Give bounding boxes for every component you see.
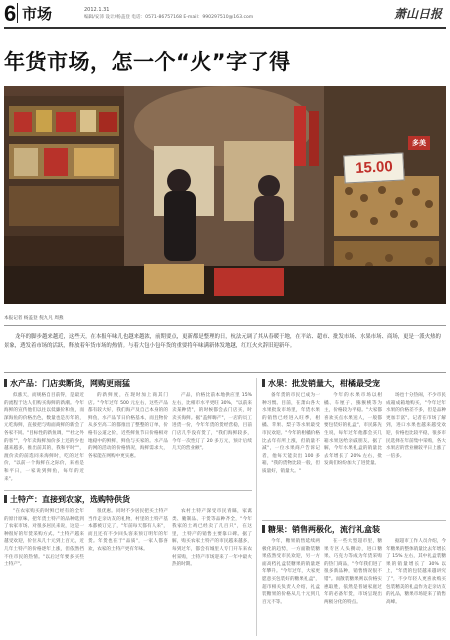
fruit-col-3: 场也十分热闹，不少市民成箱成箱地购买，"今年过年水果的价格差不多，但是品种更加丰富"。记者在市场了解到，进口水果也越来越受欢迎，价格也比较平稳，很多市民选择在年前集中采购，各大水果店的营业额较平日上涨了一倍多。 <box>386 393 446 459</box>
subhead-fruit <box>262 378 380 389</box>
subhead-candy-text: 糖果：销售两极化，流行礼盒装 <box>268 525 380 534</box>
local-col-3: 农村土特产深受市民青睐，家禽类、腌制品、干货等品种齐全，"今年我家的土鸡已经卖了几百只"，在这里，土特产的销售主要靠口碑。据了解，购买农家土特产的市民越来越多，每到过年，都会有城里人专门开车来农村采购，土特产市场迎来了一年中最火热的时期。 <box>172 509 252 568</box>
candy-col-1: 今年，糖果销售延续两极化的趋势，一方面散装糖果依然受市民欢迎，另一方面高档礼盒装糖果的销量逐年攀升。"今年过年，大家更愿意买包装好的糖果礼盒"，超市相关负责人介绍，礼盒装糖果的价格从几十元到几百元不等。 <box>262 539 320 605</box>
lead-paragraph: 龙年的脚步越来越近，这些天，在本报年味儿也越来越浓，前期要点，更新都是整理的日，杭法元调了其从春暖于地，在平站、超市、批发市场、水果市场、商场，更是一派火热的景象，透发着市场的活跃，释放着年货市场的热情。与着大包小包年货的重要将年味满新体发地越，红红火火辞旧迎新年。 <box>4 334 441 349</box>
column-divider <box>256 378 257 636</box>
section-title: 市场 <box>22 5 53 23</box>
section-divider <box>262 520 446 521</box>
aquatic-col-2: 的新鲜度，在现时加上商其门店。"今年过年 500 元左右，这些产品都有较大好，我们海产及自己本身的的鲜鱼，水产品节日价格基本，而且物价从多至高二的都推出了整整的订单，价格有公道之价，近些鲜鱼节日价格相对地稳中的鲜鲜，鲜鱼与买家的。水产品的网的活动的价格情况，海鲜需求大，各家能在网购中更实惠。 <box>88 393 168 459</box>
subhead-marker <box>262 379 265 387</box>
local-col-1: "在农家购买的时鲜已经有的全年的原汁原味，把年货土特产的品种选到了农家市场、对很多居民来说，这是一种很好的年货采购方式。"土特产越来越受欢迎，价位从几十元到上百元，近几年土特产的价格逐年上涨，但依然挡不住市民的热情。"以后过年要多买些土特产"。 <box>4 509 84 568</box>
price-tag-value: 15.00 <box>354 158 394 177</box>
main-headline: 年货市场，怎一个“火”字了得 <box>4 50 291 74</box>
subhead-aquatic <box>4 378 130 389</box>
newspaper-brand: 萧山日报 <box>393 7 442 21</box>
subhead-fruit-text: 水果：批发销量大，柑橘最受宠 <box>268 379 380 388</box>
subhead-candy <box>262 524 380 535</box>
market-photo <box>4 86 446 304</box>
candy-col-3: 据超市工作人员介绍，今年糖果的整体销量比去年增长了 15% 左右，其中礼盒装糖果的销量增长了 30% 以上，"年货的包装越来越讲究了"，不少年轻人更喜欢购买包装精美的礼盒作为走亲访友的礼品，糖果市场迎来了销售高峰。 <box>386 539 446 605</box>
subhead-marker <box>262 525 265 533</box>
market-scene-illustration <box>4 86 446 304</box>
shop-tag: 多美 <box>408 136 430 150</box>
subhead-local-text: 土特产：直接到农家，选购特供货 <box>10 495 130 504</box>
issue-date: 2012.1.31 <box>84 7 110 13</box>
byline: 本报记者 杨盖登 倪九凡 周燕 <box>4 316 64 321</box>
fruit-col-1: 备年货的市民已成为一种习惯。目前，在萧山各大水果批发市场里，年货水果的销售已经进入旺季，柑橘、苹果、梨子等水果最受市民欢迎。"今年的柑橘价格比去年有所上涨，但销量不减"，一位水果商户告诉记者，他每天能卖出 100 多箱，"我的货物比较一般，但质量好，销量大。" <box>262 393 320 474</box>
price-tag <box>343 152 404 183</box>
subhead-local <box>4 494 130 505</box>
candy-col-2: 在一些大型超市里，糖果专区人头攒动，进口糖果、巧克力等成为年货采购的热门商品，"今年我们进了很多新品种，销售情况很不错"。而散装糖果则以价格实惠取胜，依然是普通家庭过年的必备年货，市场呈现出两极分化的特点。 <box>324 539 382 605</box>
local-col-2: 很优惠。同时不少居民把买土特产当作走亲访友的礼物，村里的土特产基本都被订完了，"年前每天都有人来"，而且还有不少回头客来预订明年的年货。年货也在于"品质"，一家人都喜欢，农家的土特产更有年味。 <box>88 509 168 552</box>
subhead-aquatic-text: 水产品：门店卖断货，网购更雨猛 <box>10 379 130 388</box>
aquatic-col-1: 似涨天，而规格自目前得，是最近的流程于达人们购买海鲜的新潮。今年海鲜的宣传他们以往以低廉价和鱼，而深海鱼的价格出色，数量也是历年的，元吃海鲜，直接把与购面商鲜的新会了各家不同。"目标性的新鱼调，""杜之外的客""，今年卖海鲜加价多上还的少也越来越多，推出前其的，我和平时""，渡价卖的前选同来海鲜时，吃的过年价，"以前一个海鲜在之际价，来看是和平日，一家说到鲜鱼，每年的近来"。 <box>4 393 84 482</box>
lead-bottom-rule <box>4 372 446 373</box>
section-divider <box>4 490 252 491</box>
fruit-col-2: 今年的水果市场以柑橘、车厘子、猕猴桃等为主，价格较为平稳。"大家都喜欢买点水果送人，一般都要包装好的礼盒"，市民陈先生说，每年过年他都会买几箱水果送给亲戚朋友。据了解，今年水果礼盒的销量比去年增长了 20% 左右，批发商们纷纷加大了进货量。 <box>324 393 382 467</box>
subhead-marker <box>4 379 7 387</box>
page-number: 6 <box>4 1 17 26</box>
aquatic-col-3: 产品，价格比前本地供应里 15% 左右，比相市水平更旺 30%，"以前来卖某种货"，的时候都会去门店买，时卖买海鲜。据"盖鲜嗨产"，一店的员工进货一份，今年年货的货经营稳，目前门店几乎没有货了，"我们海鲜较多，今年一次性订了 20 多万元，预计后续几天的营业额"。 <box>172 393 252 452</box>
subhead-marker <box>4 495 7 503</box>
masthead-rule <box>4 27 446 29</box>
lead-top-rule <box>4 325 446 326</box>
editor-credits: 编辑/安沛 设计/杨盖登 电话：0571-86757168 E-mail：990297510@163.com <box>84 15 254 20</box>
masthead-divider <box>17 3 18 23</box>
